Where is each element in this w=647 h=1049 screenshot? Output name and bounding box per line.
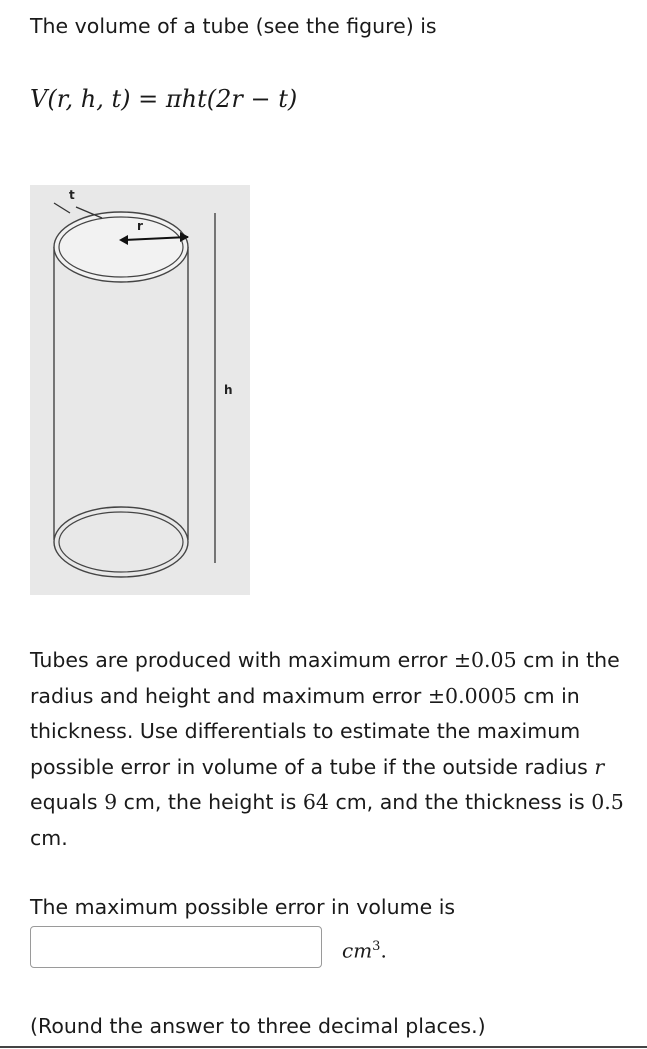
volume-formula xyxy=(30,82,297,117)
formula-lhs-args: (r, h, t) xyxy=(47,85,131,113)
answer-input[interactable] xyxy=(30,926,322,968)
unit-period: . xyxy=(380,938,387,963)
thickness-value: 0.5 xyxy=(591,790,624,814)
thickness-marker-outer xyxy=(54,203,70,213)
bottom-divider xyxy=(0,1046,647,1048)
thickness-error: ±0.0005 xyxy=(427,683,517,708)
answer-unit xyxy=(342,929,387,969)
height-value: 64 xyxy=(302,790,329,814)
radius-value: 9 xyxy=(104,790,118,814)
bottom-inner-rim xyxy=(59,512,183,572)
problem-part-4: equals xyxy=(30,790,105,814)
label-h: h xyxy=(224,383,233,397)
answer-prompt: The maximum possible error in volume is xyxy=(30,895,456,919)
formula-equals: = xyxy=(130,85,166,113)
problem-part-1: Tubes are produced with maximum error xyxy=(30,648,454,672)
problem-part-5: cm, the height is xyxy=(117,790,303,814)
problem-part-7: cm. xyxy=(30,825,68,850)
formula-lhs-var: V xyxy=(30,85,48,113)
problem-part-3: cm in thickness. Use differentials to estimate the maximum possible error in volume of a tube if the outside radius xyxy=(30,683,595,779)
tube-diagram xyxy=(30,185,250,595)
problem-part-2: cm in the radius and height and maximum error xyxy=(30,648,620,708)
tube-figure xyxy=(30,185,250,595)
label-t: t xyxy=(69,188,75,202)
problem-text xyxy=(30,643,630,856)
top-inner-rim xyxy=(59,217,183,277)
problem-part-6: cm, and the thickness is xyxy=(328,790,592,814)
unit-base: cm xyxy=(342,938,373,963)
radius-symbol: r xyxy=(594,754,605,779)
radius-height-error: ±0.05 xyxy=(453,648,517,672)
intro-text: The volume of a tube (see the figure) is xyxy=(30,14,437,38)
formula-rhs: πht(2r − t) xyxy=(165,85,298,113)
unit-exponent: 3 xyxy=(372,939,381,954)
rounding-note: (Round the answer to three decimal places.) xyxy=(30,1014,486,1038)
label-r: r xyxy=(137,219,143,233)
